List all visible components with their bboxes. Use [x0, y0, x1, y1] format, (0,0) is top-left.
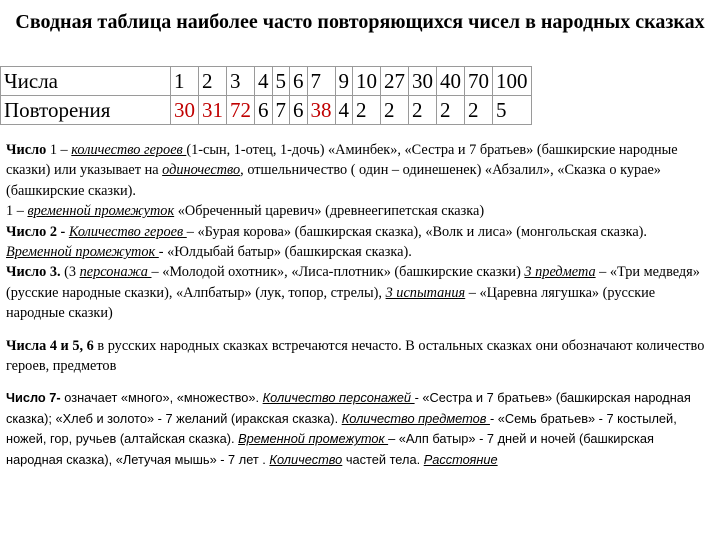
text-run: – «Царевна лягушка» (русские народные сказки) [6, 284, 656, 322]
text-run: «Обреченный царевич» (древнеегипетская сказка) [174, 203, 485, 220]
table-cell: 27 [381, 67, 409, 96]
term-emphasis: Временной промежуток [238, 431, 389, 447]
text-run: означает «много», «множество». [60, 390, 263, 406]
text-run: - «Семь братьев» - 7 костылей, ножей, гор, ручьев (алтайская сказка). [6, 410, 677, 447]
page-title: Сводная таблица наиболее часто повторяющихся чисел в народных сказках [15, 11, 705, 33]
text-run: – «Молодой охотник», «Лиса-плотник» (башкирские сказки) [151, 264, 525, 281]
table-cell: 7 [307, 67, 335, 96]
text-run: – «Алп батыр» - 7 дней и ночей (башкирская народная сказка), «Летучая мышь» - 7 лет . [6, 431, 654, 467]
term-emphasis: временной промежуток [27, 203, 175, 220]
table-cell: 5 [493, 96, 532, 125]
term-label: Число 2 - [6, 223, 69, 240]
term-emphasis: Количество предметов [341, 410, 490, 426]
paragraph-number-1 [6, 140, 712, 222]
term-emphasis: количество героев [71, 142, 187, 158]
text-run: - «Сестра и 7 братьев» (башкирская народная сказка); «Хлеб и золото» - 7 желаний (иракская сказка). [6, 390, 691, 426]
table-cell: 1 [171, 67, 199, 96]
text-run: в русских народных сказках встречаются нечасто. В остальных сказках они обозначают количество героев, предметов [6, 337, 705, 375]
text-run: (1-сын, 1-отец, 1-дочь) «Аминбек», «Сестра и 7 братьев» (башкирские народные сказки) или указывает на [6, 142, 678, 179]
paragraph-number-2 [6, 222, 712, 263]
table-cell: 2 [381, 96, 409, 125]
term-label: Число 3. [6, 264, 61, 281]
table-cell: 31 [199, 96, 227, 125]
table-cell: 2 [353, 96, 381, 125]
table-cell: 38 [307, 96, 335, 125]
term-label: Числа 4 и 5, 6 [6, 337, 94, 354]
term-emphasis: Количество персонажей [262, 390, 415, 406]
table-cell: 2 [409, 96, 437, 125]
term-label: Число 7- [6, 390, 61, 406]
table-cell: 9 [335, 67, 353, 96]
table-cell: 4 [335, 96, 353, 125]
table-cell: 4 [255, 67, 273, 96]
term-emphasis: Количество героев [68, 223, 187, 240]
table-cell: 5 [272, 67, 290, 96]
table-cell: 40 [437, 67, 465, 96]
table-cell: 30 [409, 67, 437, 96]
term-label: Число [6, 142, 47, 158]
table-cell: 72 [227, 96, 255, 125]
text-run: - «Юлдыбай батыр» (башкирская сказка). [158, 244, 412, 261]
table-cell: 2 [199, 67, 227, 96]
table-cell: 7 [272, 96, 290, 125]
table-cell: 100 [493, 67, 532, 96]
term-emphasis: 3 испытания [385, 284, 466, 301]
table-cell: 6 [290, 96, 308, 125]
paragraph-number-3 [6, 262, 712, 323]
term-emphasis: Временной промежуток [6, 244, 159, 261]
text-run: – «Бурая корова» (башкирская сказка), «Волк и лиса» (монгольская сказка). [186, 223, 647, 240]
text-run: – «Три медведя» (русские народные сказки), «Алпбатыр» (лук, топор, стрелы), [6, 264, 700, 301]
paragraph-numbers-4-5-6 [6, 336, 712, 377]
table-cell: 10 [353, 67, 381, 96]
body-text [6, 140, 712, 470]
term-emphasis: одиночество [162, 162, 241, 179]
table-cell: 3 [227, 67, 255, 96]
term-emphasis: Расстояние [423, 451, 498, 467]
text-run: (3 [60, 264, 80, 281]
table-row [1, 67, 532, 96]
table-cell: 2 [437, 96, 465, 125]
term-emphasis: Количество [269, 451, 343, 467]
text-run: 1 – [6, 203, 28, 220]
term-emphasis: 3 предмета [524, 264, 596, 281]
table-cell: 70 [465, 67, 493, 96]
numbers-table [0, 66, 532, 125]
row-label-numbers: Числа [1, 67, 171, 96]
text-run: , отшельничество ( один – одинешенек) «Абзалил», «Сказка о курае» (башкирские сказки). [6, 162, 661, 199]
table-cell: 6 [290, 67, 308, 96]
paragraph-number-7 [6, 388, 712, 470]
table-cell: 30 [171, 96, 199, 125]
table-cell: 2 [465, 96, 493, 125]
text-run: частей тела. [342, 451, 424, 467]
table-row [1, 96, 532, 125]
term-emphasis: персонажа [79, 264, 152, 281]
text-run: 1 – [46, 142, 72, 158]
table-cell: 6 [255, 96, 273, 125]
row-label-repeats: Повторения [1, 96, 171, 125]
